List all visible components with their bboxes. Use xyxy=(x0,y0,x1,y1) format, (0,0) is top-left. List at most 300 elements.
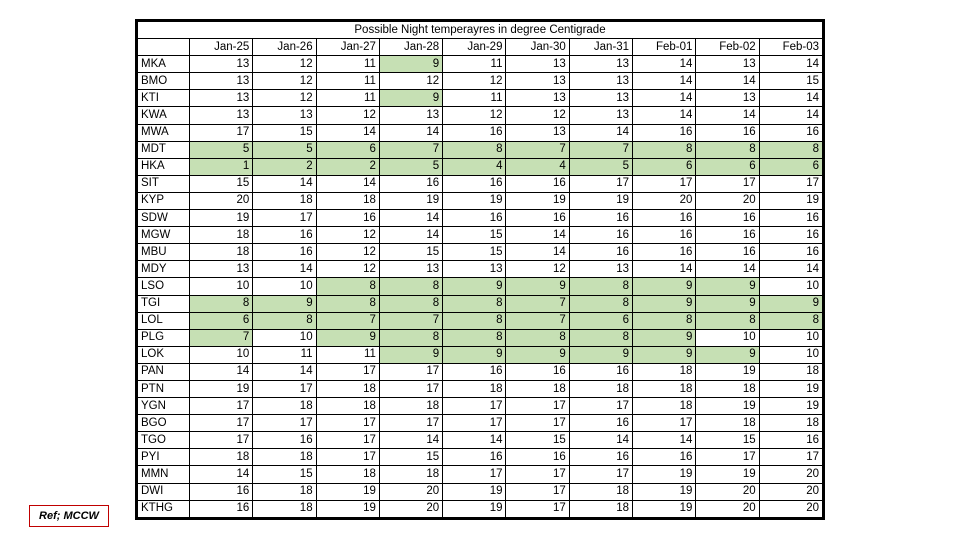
table-row xyxy=(138,107,823,124)
temperature-cell: 16 xyxy=(633,244,696,261)
table-row xyxy=(138,466,823,483)
temperature-cell: 14 xyxy=(379,432,442,449)
temperature-cell-highlighted: 8 xyxy=(443,329,506,346)
temperature-cell: 16 xyxy=(569,449,632,466)
temperature-cell: 20 xyxy=(190,192,253,209)
temperature-cell: 19 xyxy=(759,398,822,415)
temperature-cell: 12 xyxy=(253,73,316,90)
temperature-cell: 16 xyxy=(696,227,759,244)
temperature-cell: 16 xyxy=(633,210,696,227)
table-row xyxy=(138,124,823,141)
temperature-cell: 12 xyxy=(316,244,379,261)
temperature-cell-highlighted: 5 xyxy=(569,158,632,175)
temperature-cell: 14 xyxy=(506,244,569,261)
temperature-cell: 14 xyxy=(759,56,822,73)
temperature-cell: 15 xyxy=(253,466,316,483)
temperature-cell: 19 xyxy=(379,192,442,209)
temperature-cell-highlighted: 9 xyxy=(316,329,379,346)
table-row xyxy=(138,500,823,517)
temperature-cell: 17 xyxy=(379,363,442,380)
temperature-cell-highlighted: 6 xyxy=(190,312,253,329)
temperature-cell: 17 xyxy=(506,483,569,500)
temperature-cell: 13 xyxy=(379,261,442,278)
station-code: TGO xyxy=(138,432,190,449)
station-code: SDW xyxy=(138,210,190,227)
temperature-cell-highlighted: 6 xyxy=(759,158,822,175)
temperature-cell-highlighted: 9 xyxy=(696,278,759,295)
temperature-cell: 10 xyxy=(190,278,253,295)
temperature-cell-highlighted: 8 xyxy=(569,295,632,312)
temperature-cell: 16 xyxy=(443,363,506,380)
table-row xyxy=(138,432,823,449)
table-row xyxy=(138,449,823,466)
temperature-table-frame xyxy=(135,19,825,520)
temperature-cell: 13 xyxy=(569,56,632,73)
temperature-cell: 14 xyxy=(633,432,696,449)
temperature-cell: 14 xyxy=(759,261,822,278)
temperature-cell: 16 xyxy=(633,449,696,466)
table-row xyxy=(138,329,823,346)
temperature-cell-highlighted: 9 xyxy=(379,346,442,363)
temperature-cell: 13 xyxy=(569,261,632,278)
temperature-cell: 20 xyxy=(696,192,759,209)
temperature-cell: 16 xyxy=(190,483,253,500)
temperature-cell: 17 xyxy=(759,175,822,192)
temperature-cell: 11 xyxy=(316,73,379,90)
table-row xyxy=(138,312,823,329)
temperature-cell: 12 xyxy=(506,107,569,124)
temperature-cell-highlighted: 9 xyxy=(633,346,696,363)
temperature-cell: 20 xyxy=(633,192,696,209)
temperature-cell: 17 xyxy=(253,415,316,432)
temperature-cell: 10 xyxy=(190,346,253,363)
temperature-cell: 14 xyxy=(316,124,379,141)
temperature-cell: 13 xyxy=(190,90,253,107)
temperature-cell: 18 xyxy=(253,398,316,415)
temperature-cell: 17 xyxy=(443,398,506,415)
temperature-cell: 14 xyxy=(696,107,759,124)
station-code: SIT xyxy=(138,175,190,192)
temperature-cell: 14 xyxy=(569,124,632,141)
table-row xyxy=(138,56,823,73)
temperature-cell: 14 xyxy=(696,261,759,278)
temperature-cell: 14 xyxy=(569,432,632,449)
temperature-cell: 11 xyxy=(316,90,379,107)
temperature-cell: 16 xyxy=(443,124,506,141)
temperature-cell: 13 xyxy=(190,107,253,124)
temperature-cell-highlighted: 9 xyxy=(506,346,569,363)
temperature-cell: 18 xyxy=(190,244,253,261)
temperature-cell: 14 xyxy=(759,90,822,107)
temperature-cell: 17 xyxy=(696,449,759,466)
station-code: MDT xyxy=(138,141,190,158)
temperature-cell: 19 xyxy=(443,483,506,500)
table-row xyxy=(138,261,823,278)
table-row xyxy=(138,141,823,158)
station-code: YGN xyxy=(138,398,190,415)
temperature-cell-highlighted: 6 xyxy=(696,158,759,175)
temperature-cell: 20 xyxy=(696,483,759,500)
temperature-cell: 14 xyxy=(633,73,696,90)
temperature-cell: 18 xyxy=(379,398,442,415)
temperature-cell: 18 xyxy=(316,466,379,483)
temperature-cell: 10 xyxy=(759,346,822,363)
temperature-cell: 19 xyxy=(633,483,696,500)
temperature-cell: 17 xyxy=(190,398,253,415)
temperature-cell: 13 xyxy=(506,124,569,141)
temperature-cell-highlighted: 9 xyxy=(443,278,506,295)
temperature-cell-highlighted: 9 xyxy=(633,295,696,312)
station-code: KWA xyxy=(138,107,190,124)
temperature-cell-highlighted: 8 xyxy=(316,295,379,312)
temperature-cell: 16 xyxy=(759,124,822,141)
station-code: MBU xyxy=(138,244,190,261)
temperature-cell: 10 xyxy=(253,278,316,295)
temperature-cell-highlighted: 7 xyxy=(316,312,379,329)
temperature-cell: 12 xyxy=(379,73,442,90)
date-header: Jan-31 xyxy=(569,39,632,56)
temperature-cell: 16 xyxy=(253,227,316,244)
temperature-cell: 18 xyxy=(569,500,632,517)
temperature-cell: 12 xyxy=(506,261,569,278)
temperature-cell: 16 xyxy=(759,244,822,261)
temperature-cell-highlighted: 2 xyxy=(316,158,379,175)
temperature-cell: 16 xyxy=(506,175,569,192)
temperature-cell-highlighted: 4 xyxy=(443,158,506,175)
temperature-cell: 18 xyxy=(696,380,759,397)
temperature-cell: 16 xyxy=(506,210,569,227)
temperature-cell: 17 xyxy=(696,175,759,192)
temperature-cell: 16 xyxy=(506,363,569,380)
temperature-cell-highlighted: 8 xyxy=(633,141,696,158)
temperature-cell: 17 xyxy=(253,380,316,397)
temperature-cell: 18 xyxy=(506,380,569,397)
temperature-cell: 19 xyxy=(569,192,632,209)
temperature-cell: 18 xyxy=(316,192,379,209)
temperature-cell-highlighted: 2 xyxy=(253,158,316,175)
temperature-cell: 17 xyxy=(506,398,569,415)
temperature-cell: 16 xyxy=(253,432,316,449)
temperature-cell: 19 xyxy=(316,500,379,517)
temperature-cell: 16 xyxy=(379,175,442,192)
station-code: MWA xyxy=(138,124,190,141)
temperature-cell: 15 xyxy=(379,449,442,466)
temperature-cell: 10 xyxy=(759,329,822,346)
station-code: PTN xyxy=(138,380,190,397)
temperature-cell: 12 xyxy=(316,261,379,278)
temperature-cell: 17 xyxy=(506,415,569,432)
header-blank-cell xyxy=(138,39,190,56)
temperature-cell: 17 xyxy=(316,432,379,449)
temperature-cell: 19 xyxy=(443,192,506,209)
temperature-cell: 20 xyxy=(696,500,759,517)
temperature-cell: 18 xyxy=(759,363,822,380)
temperature-cell: 17 xyxy=(569,175,632,192)
temperature-cell-highlighted: 8 xyxy=(379,278,442,295)
temperature-cell: 13 xyxy=(253,107,316,124)
station-code: BGO xyxy=(138,415,190,432)
temperature-cell: 12 xyxy=(443,107,506,124)
station-code: MDY xyxy=(138,261,190,278)
station-code: PLG xyxy=(138,329,190,346)
temperature-cell: 17 xyxy=(506,500,569,517)
table-title: Possible Night temperayres in degree Centigrade xyxy=(138,22,823,39)
temperature-cell: 16 xyxy=(696,124,759,141)
temperature-cell: 17 xyxy=(253,210,316,227)
temperature-cell-highlighted: 9 xyxy=(696,295,759,312)
date-header: Jan-30 xyxy=(506,39,569,56)
temperature-cell-highlighted: 8 xyxy=(569,329,632,346)
temperature-cell: 15 xyxy=(443,244,506,261)
temperature-cell: 15 xyxy=(190,175,253,192)
temperature-cell: 20 xyxy=(379,500,442,517)
table-row xyxy=(138,158,823,175)
temperature-cell: 14 xyxy=(253,175,316,192)
temperature-cell: 11 xyxy=(253,346,316,363)
table-row xyxy=(138,398,823,415)
temperature-cell-highlighted: 8 xyxy=(633,312,696,329)
temperature-cell: 13 xyxy=(190,261,253,278)
temperature-cell-highlighted: 9 xyxy=(253,295,316,312)
temperature-cell: 18 xyxy=(253,192,316,209)
table-row xyxy=(138,295,823,312)
temperature-cell: 18 xyxy=(633,363,696,380)
temperature-cell-highlighted: 8 xyxy=(253,312,316,329)
station-code: TGI xyxy=(138,295,190,312)
temperature-table xyxy=(137,21,823,518)
temperature-cell: 14 xyxy=(253,363,316,380)
temperature-cell: 17 xyxy=(316,363,379,380)
temperature-cell-highlighted: 7 xyxy=(379,141,442,158)
temperature-cell: 19 xyxy=(633,500,696,517)
temperature-cell: 15 xyxy=(379,244,442,261)
temperature-cell: 13 xyxy=(190,73,253,90)
temperature-cell: 18 xyxy=(759,415,822,432)
temperature-cell: 18 xyxy=(190,227,253,244)
temperature-cell: 19 xyxy=(696,363,759,380)
temperature-cell: 10 xyxy=(759,278,822,295)
temperature-cell-highlighted: 9 xyxy=(569,346,632,363)
reference-label: Ref; MCCW xyxy=(29,505,109,527)
table-row xyxy=(138,244,823,261)
table-row xyxy=(138,483,823,500)
temperature-cell: 18 xyxy=(443,380,506,397)
temperature-cell: 16 xyxy=(190,500,253,517)
temperature-cell: 16 xyxy=(759,432,822,449)
temperature-cell-highlighted: 8 xyxy=(443,312,506,329)
temperature-cell-highlighted: 6 xyxy=(633,158,696,175)
temperature-cell: 16 xyxy=(443,175,506,192)
temperature-cell-highlighted: 9 xyxy=(379,90,442,107)
temperature-cell-highlighted: 8 xyxy=(696,141,759,158)
temperature-cell-highlighted: 9 xyxy=(633,278,696,295)
temperature-cell: 12 xyxy=(443,73,506,90)
temperature-cell: 20 xyxy=(759,466,822,483)
temperature-cell: 17 xyxy=(190,124,253,141)
temperature-cell: 18 xyxy=(379,466,442,483)
temperature-cell: 14 xyxy=(633,56,696,73)
temperature-cell-highlighted: 5 xyxy=(379,158,442,175)
temperature-cell: 16 xyxy=(569,227,632,244)
temperature-cell: 13 xyxy=(696,90,759,107)
temperature-cell-highlighted: 8 xyxy=(506,329,569,346)
temperature-cell-highlighted: 7 xyxy=(569,141,632,158)
temperature-cell-highlighted: 7 xyxy=(506,312,569,329)
temperature-cell-highlighted: 8 xyxy=(569,278,632,295)
temperature-cell: 14 xyxy=(506,227,569,244)
temperature-cell: 14 xyxy=(633,90,696,107)
temperature-cell-highlighted: 9 xyxy=(759,295,822,312)
temperature-cell: 18 xyxy=(569,483,632,500)
temperature-cell: 20 xyxy=(759,483,822,500)
temperature-cell-highlighted: 8 xyxy=(190,295,253,312)
temperature-cell: 20 xyxy=(379,483,442,500)
temperature-cell: 17 xyxy=(190,415,253,432)
station-code: KTHG xyxy=(138,500,190,517)
table-row xyxy=(138,363,823,380)
table-row xyxy=(138,227,823,244)
temperature-cell: 18 xyxy=(253,449,316,466)
temperature-cell: 17 xyxy=(633,175,696,192)
temperature-cell: 18 xyxy=(316,398,379,415)
temperature-cell: 15 xyxy=(696,432,759,449)
station-code: PAN xyxy=(138,363,190,380)
temperature-cell-highlighted: 9 xyxy=(633,329,696,346)
temperature-cell: 16 xyxy=(569,363,632,380)
temperature-cell: 18 xyxy=(190,449,253,466)
temperature-cell: 13 xyxy=(569,73,632,90)
temperature-cell: 11 xyxy=(316,56,379,73)
temperature-cell: 17 xyxy=(379,415,442,432)
temperature-cell-highlighted: 6 xyxy=(569,312,632,329)
temperature-cell: 10 xyxy=(253,329,316,346)
temperature-cell: 19 xyxy=(759,192,822,209)
temperature-cell: 18 xyxy=(633,398,696,415)
temperature-cell: 19 xyxy=(633,466,696,483)
temperature-cell: 16 xyxy=(506,449,569,466)
temperature-cell: 16 xyxy=(443,210,506,227)
temperature-cell: 16 xyxy=(633,227,696,244)
temperature-cell: 16 xyxy=(696,244,759,261)
temperature-cell-highlighted: 5 xyxy=(253,141,316,158)
temperature-cell-highlighted: 8 xyxy=(443,295,506,312)
temperature-cell: 15 xyxy=(759,73,822,90)
station-code: HKA xyxy=(138,158,190,175)
date-header: Jan-28 xyxy=(379,39,442,56)
temperature-cell: 17 xyxy=(443,415,506,432)
temperature-cell: 12 xyxy=(253,56,316,73)
temperature-cell: 13 xyxy=(190,56,253,73)
temperature-cell-highlighted: 8 xyxy=(316,278,379,295)
temperature-cell: 14 xyxy=(190,363,253,380)
table-row xyxy=(138,73,823,90)
temperature-cell-highlighted: 6 xyxy=(316,141,379,158)
date-header: Jan-26 xyxy=(253,39,316,56)
temperature-cell: 17 xyxy=(316,449,379,466)
temperature-cell: 11 xyxy=(443,90,506,107)
station-code: MGW xyxy=(138,227,190,244)
station-code: BMO xyxy=(138,73,190,90)
temperature-cell: 12 xyxy=(316,107,379,124)
temperature-cell: 16 xyxy=(759,227,822,244)
station-code: PYI xyxy=(138,449,190,466)
station-code: KYP xyxy=(138,192,190,209)
temperature-cell-highlighted: 8 xyxy=(759,141,822,158)
temperature-cell: 16 xyxy=(443,449,506,466)
temperature-cell: 16 xyxy=(696,210,759,227)
temperature-cell: 14 xyxy=(316,175,379,192)
temperature-cell: 16 xyxy=(569,415,632,432)
temperature-cell-highlighted: 7 xyxy=(190,329,253,346)
temperature-cell-highlighted: 8 xyxy=(443,141,506,158)
temperature-cell-highlighted: 9 xyxy=(506,278,569,295)
temperature-cell-highlighted: 1 xyxy=(190,158,253,175)
station-code: MKA xyxy=(138,56,190,73)
temperature-cell: 19 xyxy=(190,210,253,227)
temperature-cell: 17 xyxy=(569,398,632,415)
date-header: Jan-25 xyxy=(190,39,253,56)
temperature-cell-highlighted: 8 xyxy=(379,295,442,312)
temperature-cell: 18 xyxy=(253,500,316,517)
temperature-cell-highlighted: 7 xyxy=(506,295,569,312)
table-row xyxy=(138,415,823,432)
header-row xyxy=(138,39,823,56)
temperature-cell: 15 xyxy=(506,432,569,449)
temperature-cell: 13 xyxy=(443,261,506,278)
temperature-cell: 19 xyxy=(190,380,253,397)
temperature-cell: 14 xyxy=(379,210,442,227)
temperature-cell: 16 xyxy=(633,124,696,141)
temperature-cell: 13 xyxy=(569,107,632,124)
table-row xyxy=(138,210,823,227)
temperature-cell-highlighted: 8 xyxy=(759,312,822,329)
temperature-cell: 18 xyxy=(633,380,696,397)
station-code: LSO xyxy=(138,278,190,295)
temperature-cell-highlighted: 9 xyxy=(443,346,506,363)
temperature-cell: 19 xyxy=(443,500,506,517)
date-header: Feb-01 xyxy=(633,39,696,56)
temperature-cell: 18 xyxy=(569,380,632,397)
date-header: Feb-03 xyxy=(759,39,822,56)
temperature-cell: 12 xyxy=(253,90,316,107)
temperature-cell: 15 xyxy=(443,227,506,244)
temperature-cell: 17 xyxy=(316,415,379,432)
temperature-cell-highlighted: 7 xyxy=(506,141,569,158)
station-code: LOL xyxy=(138,312,190,329)
temperature-cell: 14 xyxy=(443,432,506,449)
temperature-cell: 14 xyxy=(253,261,316,278)
temperature-cell-highlighted: 4 xyxy=(506,158,569,175)
temperature-cell: 13 xyxy=(569,90,632,107)
temperature-cell: 13 xyxy=(379,107,442,124)
temperature-cell: 19 xyxy=(506,192,569,209)
temperature-cell: 17 xyxy=(506,466,569,483)
date-header: Feb-02 xyxy=(696,39,759,56)
temperature-cell-highlighted: 9 xyxy=(696,346,759,363)
temperature-cell: 15 xyxy=(253,124,316,141)
temperature-cell: 19 xyxy=(759,380,822,397)
temperature-cell-highlighted: 8 xyxy=(696,312,759,329)
temperature-cell-highlighted: 8 xyxy=(379,329,442,346)
temperature-cell: 11 xyxy=(443,56,506,73)
temperature-cell: 12 xyxy=(316,227,379,244)
temperature-cell: 19 xyxy=(316,483,379,500)
temperature-cell: 17 xyxy=(379,380,442,397)
temperature-cell: 13 xyxy=(696,56,759,73)
temperature-cell: 17 xyxy=(190,432,253,449)
temperature-cell: 14 xyxy=(696,73,759,90)
temperature-cell: 14 xyxy=(379,124,442,141)
